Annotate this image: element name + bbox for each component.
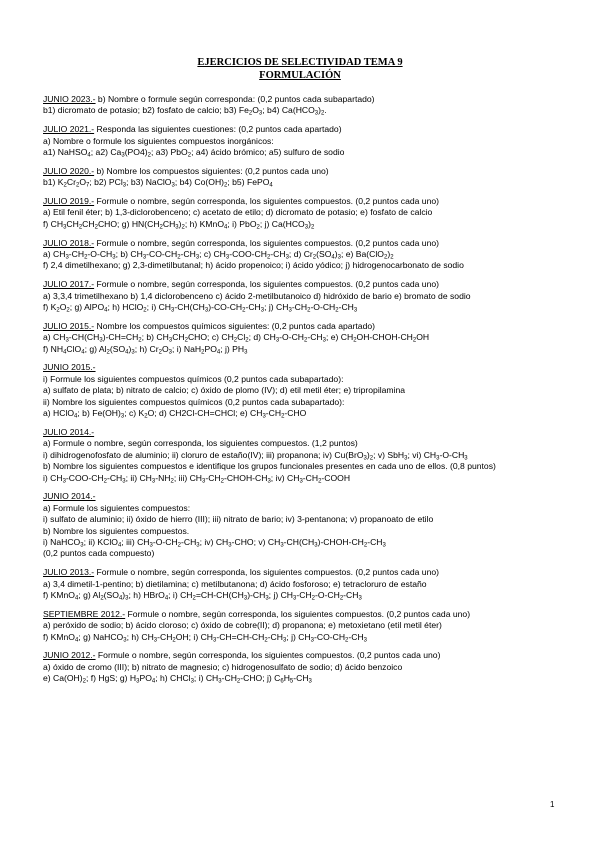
exercise-line: a) sulfato de plata; b) nitrato de calcio; c) óxido de plomo (IV); d) etil metil éter; e) tripropilamina bbox=[43, 385, 406, 396]
exercise-heading bbox=[43, 279, 563, 290]
exam-date: JUNIO 2012.- bbox=[43, 650, 96, 661]
exercise-line: f) $CH_3CH_2CH_2CHO$; g) $HN(CH_2CH_3)_2$; h) KMnO$_4$; i) PbO$_2$; j) $Ca(HCO_3)_2$ bbox=[43, 218, 315, 231]
exercise-line: e) $Ca(OH)_2$; f) HgS; g) $H_3PO_4$; h) CHCl$_3$; i) $CH_3-CH_2$-CHO; j) $C_6H_5-CH_3$ bbox=[43, 673, 312, 685]
exercise-section bbox=[43, 491, 563, 559]
exercise-section bbox=[43, 94, 563, 117]
exercise-line: a1) NaHSO$_4$; a2) $Ca_3(PO4)_2$; a3) PbO$_2$; a4) ácido brómico; a5) sulfuro de sodio bbox=[43, 147, 345, 159]
exercise-line: i) $CH_3-COO-CH_2-CH_3$; ii) $CH_3-NH_2$; iii) $CH_3-CH_2-CHOH-CH_3$; iv) $CH_3-CH_2$-COOH bbox=[43, 472, 351, 484]
exercise-list bbox=[43, 94, 563, 692]
exercise-section bbox=[43, 238, 563, 272]
exercise-heading bbox=[43, 427, 563, 438]
exam-date: JULIO 2014.- bbox=[43, 426, 95, 437]
exercise-heading bbox=[43, 124, 563, 135]
exercise-line: f) KMnO$_4$; g) $Al_2(SO_4)_3$; h) HBrO$_4$; i) $CH_2=CH-CH(CH_3)-CH_3$; j) $CH_3-CH_2-O-CH_2-CH_3$ bbox=[43, 589, 362, 602]
exercise-section bbox=[43, 124, 563, 158]
exercise-line: a) Formule los siguientes compuestos: bbox=[43, 502, 191, 513]
exercise-line: ii) Nombre los siguientes compuestos químicos (0,2 puntos cada subapartado): bbox=[43, 396, 345, 407]
exercise-heading bbox=[43, 238, 563, 249]
exercise-line: b) Nombre los siguientes compuestos e identifique los grupos funcionales presentes en cada uno de ellos. (0,8 puntos) bbox=[43, 461, 496, 472]
exercise-line: a) óxido de cromo (III); b) nitrato de magnesio; c) hidrogenosulfato de sodio; d) ácido benzoico bbox=[43, 661, 403, 672]
exercise-line: f) $K_2O_2$; g) AlPO$_4$; h) HClO$_2$; i) $CH_3-CH(CH_3)-CO-CH_2-CH_3$; j) $CH_3-CH_2-O-CH_2-CH_3$ bbox=[43, 302, 358, 314]
exercise-line: a) peróxido de sodio; b) ácido cloroso; c) óxido de cobre(II); d) propanona; e) metoxietano (etil metil éter) bbox=[43, 620, 442, 631]
exam-date: JULIO 2018.- bbox=[43, 237, 95, 248]
exercise-instruction: Formule o nombre, según corresponda, los siguientes compuestos. (0,2 puntos cada uno) bbox=[125, 608, 471, 619]
exercise-line: f) 2,4 dimetilhexano; g) 2,3-dimetilbutanal; h) ácido propenoico; i) ácido yódico; j) hidrogenocarbonato de sodio bbox=[43, 260, 464, 271]
exercise-section bbox=[43, 362, 563, 419]
exercise-instruction: Responda las siguientes cuestiones: (0,2 puntos cada apartado) bbox=[94, 124, 342, 135]
exercise-line: b) Nombre los siguientes compuestos. bbox=[43, 525, 190, 536]
exercise-line: f) KMnO$_4$; g) NaHCO$_3$; h) $CH_3-CH_2OH$; i) $CH_3-CH=CH-CH_2-CH_3$; j) $CH_3-CO-CH_2-CH_3$ bbox=[43, 631, 368, 644]
exercise-line: i) sulfato de aluminio; ii) óxido de hierro (III); iii) nitrato de bario; iv) 3-pentanona; v) propanoato de etilo bbox=[43, 514, 434, 525]
exam-date: JULIO 2019.- bbox=[43, 196, 95, 207]
exam-date: JUNIO 2014.- bbox=[43, 491, 96, 502]
exercise-instruction: Formule o nombre, según corresponda, los siguientes compuestos. (0,2 puntos cada uno) bbox=[95, 650, 441, 661]
exam-date: JULIO 2013.- bbox=[43, 567, 95, 578]
exercise-instruction: b) Nombre los compuestos siguientes: (0,2 puntos cada uno) bbox=[94, 165, 329, 176]
exam-date: JUNIO 2023.- bbox=[43, 94, 96, 104]
exercise-instruction: Formule o nombre, según corresponda, los siguientes compuestos. (0,2 puntos cada uno) bbox=[94, 567, 440, 578]
exercise-heading bbox=[43, 362, 563, 373]
exercise-heading bbox=[43, 196, 563, 207]
exercise-line: i) Formule los siguientes compuestos químicos (0,2 puntos cada subapartado): bbox=[43, 373, 344, 384]
exercise-instruction: Formule o nombre, según corresponda, los siguientes compuestos. (0,2 puntos cada uno) bbox=[94, 196, 440, 207]
exercise-line: b1) $K_2Cr_2O_7$; b2) PCl$_3$; b3) NaClO$_3$; b4) $Co(OH)_2$; b5) FePO$_4$ bbox=[43, 177, 273, 189]
exercise-line: a) $CH_3-CH_2-O-CH_3$; b) $CH_3-CO-CH_2-CH_3$; c) $CH_3-COO-CH_2-CH_3$; d) $Cr_2(SO_4)_3$; e) $Ba(ClO_2)_2$ bbox=[43, 249, 394, 261]
exercise-heading bbox=[43, 609, 563, 620]
exercise-section bbox=[43, 650, 563, 684]
exercise-line: a) 3,4 dimetil-1-pentino; b) dietilamina; c) metilbutanona; d) ácido fosforoso; e) tetracloruro de estaño bbox=[43, 578, 427, 589]
exercise-heading bbox=[43, 491, 563, 502]
page-title: EJERCICIOS DE SELECTIVIDAD TEMA 9 bbox=[197, 57, 403, 68]
exercise-line: (0,2 puntos cada compuesto) bbox=[43, 548, 155, 559]
exercise-line: b1) dicromato de potasio; b2) fosfato de calcio; b3) $Fe_2O_3$; b4) $Ca(HCO_3)_2$. bbox=[43, 105, 327, 117]
exercise-section bbox=[43, 609, 563, 643]
exercise-section bbox=[43, 279, 563, 313]
exercise-instruction: Formule o nombre, según corresponda, los siguientes compuestos. (0,2 puntos cada uno) bbox=[94, 279, 440, 290]
exercise-line: a) Etil fenil éter; b) 1,3-diclorobenceno; c) acetato de etilo; d) dicromato de potasio; e) fosfato de calcio bbox=[43, 207, 433, 218]
exercise-line: a) Nombre o formule los siguientes compuestos inorgánicos: bbox=[43, 135, 274, 146]
exercise-line: a) HClO$_4$; b) $Fe(OH)_3$; c) $K_2O$; d) CH2Cl-CH=CHCl; e) $CH_3-CH_2$-CHO bbox=[43, 408, 307, 420]
exam-date: JULIO 2017.- bbox=[43, 279, 95, 290]
page-number: 1 bbox=[550, 800, 555, 809]
exercise-section bbox=[43, 427, 563, 484]
exercise-heading bbox=[43, 567, 563, 578]
page-subtitle: FORMULACIÓN bbox=[259, 70, 341, 81]
exercise-line: a) 3,3,4 trimetilhexano b) 1,4 diclorobenceno c) ácido 2-metilbutanoico d) hidróxido de bario e) bromato de sodio bbox=[43, 290, 471, 301]
exercise-section bbox=[43, 567, 563, 601]
exercise-line: f) $NH_4ClO_4$; g) $Al_2(SO_4)_3$; h) $Cr_2O_3$; i) $NaH_2PO_4$; j) $PH_3$ bbox=[43, 343, 248, 356]
exam-date: JUNIO 2015.- bbox=[43, 362, 96, 373]
exercise-line: i) dihidrogenofosfato de aluminio; ii) cloruro de estaño(IV); iii) propanona; iv) $Cu(BrO_3)_2$; v) SbH$_3$; vi) $CH_3-O-CH_3$ bbox=[43, 449, 468, 462]
exercise-instruction: Formule o nombre, según corresponda, los siguientes compuestos. (0,2 puntos cada uno) bbox=[94, 237, 440, 248]
exercise-line: a) $CH_3-CH(CH_3)-CH=CH_2$; b) $CH_3CH_2CHO$; c) $CH_2Cl_2$; d) $CH_3-O-CH_2-CH_3$; e) $CH_2OH-CHOH-CH_2OH$ bbox=[43, 332, 430, 344]
exam-date: SEPTIEMBRE 2012.- bbox=[43, 608, 126, 619]
exercise-section bbox=[43, 321, 563, 355]
exercise-heading bbox=[43, 166, 563, 177]
exercise-heading bbox=[43, 321, 563, 332]
exam-date: JULIO 2020.- bbox=[43, 165, 95, 176]
exercise-section bbox=[43, 166, 563, 189]
exam-date: JULIO 2015.- bbox=[43, 320, 95, 331]
exercise-section bbox=[43, 196, 563, 230]
exercise-heading bbox=[43, 94, 563, 105]
exam-date: JULIO 2021.- bbox=[43, 124, 95, 135]
exercise-instruction: b) Nombre o formule según corresponda: (0,2 puntos cada subapartado) bbox=[95, 94, 375, 104]
exercise-line: i) NaHCO$_3$; ii) KClO$_4$; iii) $CH_3-O-CH_2-CH_3$; iv) $CH_3$-CHO; v) $CH_3-CH(CH_3)-CHOH-CH_2-CH_3$ bbox=[43, 536, 386, 549]
exercise-line: a) Formule o nombre, según corresponda, los siguientes compuestos. (1,2 puntos) bbox=[43, 438, 358, 449]
exercise-heading bbox=[43, 650, 563, 661]
exercise-instruction: Nombre los compuestos químicos siguientes: (0,2 puntos cada apartado) bbox=[94, 320, 375, 331]
